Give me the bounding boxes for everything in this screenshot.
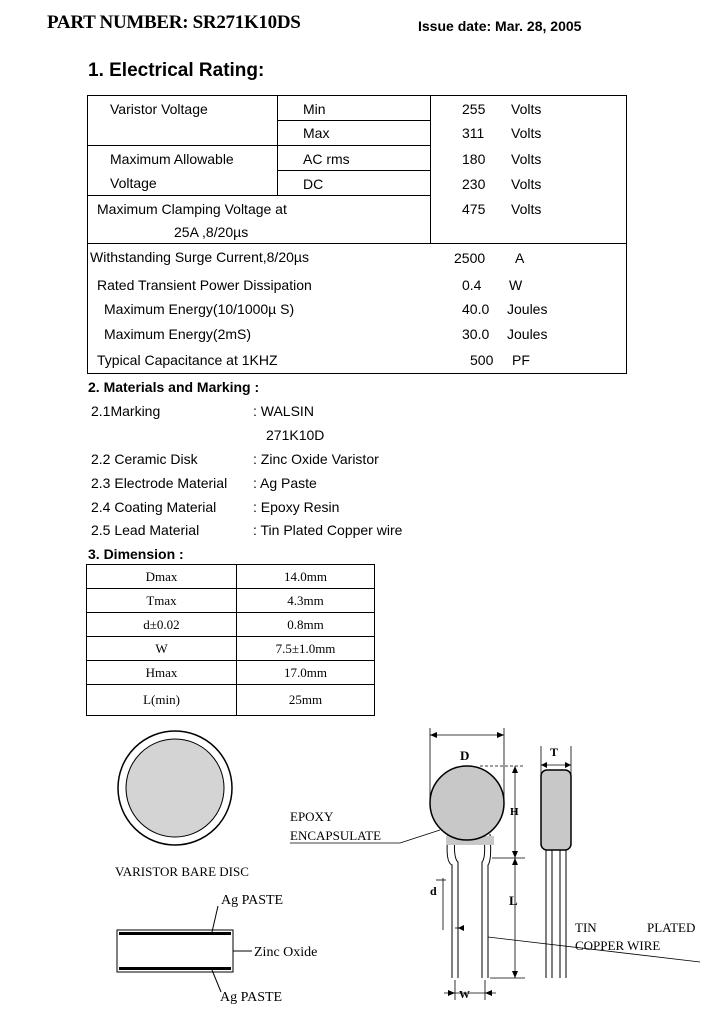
varistor-side-view [541,746,571,978]
lead-material-label: 2.5 Lead Material [91,522,200,538]
surge-unit: A [515,250,525,266]
clamping-unit: Volts [511,201,542,217]
clamping-value: 475 [462,201,486,217]
copper-wire-label: COPPER WIRE [575,938,661,953]
dim-value: 14.0mm [237,565,375,589]
dim-param: Tmax [87,589,237,613]
energy-10-1000-label: Maximum Energy(10/1000µ S) [104,301,295,317]
ac-unit: Volts [511,151,542,167]
section-dimension-title: 3. Dimension : [88,546,184,562]
part-number: PART NUMBER: SR271K10DS [47,12,301,33]
varistor-front-view [430,728,525,1000]
allowable-voltage-label: Maximum Allowable [110,151,234,167]
surge-value: 2500 [454,250,486,266]
epoxy-encapsulate-label: ENCAPSULATE [290,828,382,843]
dim-w-label: W [459,989,470,1001]
dim-value: 17.0mm [237,661,375,685]
issue-date: Issue date: Mar. 28, 2005 [418,18,582,34]
ceramic-disk-label: 2.2 Ceramic Disk [91,451,198,467]
dim-t-label: T [550,745,559,759]
ag-paste-bottom-label: Ag PASTE [220,990,283,1005]
dim-d-label: D [460,748,470,763]
ag-paste-top-label: Ag PASTE [221,893,284,908]
min-value: 255 [462,101,486,117]
dim-param: W [87,637,237,661]
max-label: Max [303,125,330,141]
clamping-voltage-label: Maximum Clamping Voltage at [97,201,287,217]
power-value: 0.4 [462,277,482,293]
dim-param: L(min) [87,685,237,716]
coating-material-value: : Epoxy Resin [253,499,340,515]
min-label: Min [303,101,326,117]
dim-l-label: L [509,893,518,908]
ceramic-disk-value: : Zinc Oxide Varistor [253,451,379,467]
min-unit: Volts [511,101,542,117]
section-electrical-rating-title: 1. Electrical Rating: [88,60,265,81]
marking-value-2: 271K10D [266,427,325,443]
energy-2ms-label: Maximum Energy(2mS) [104,326,252,342]
surge-current-label: Withstanding Surge Current,8/20µs [90,249,309,265]
max-unit: Volts [511,125,542,141]
marking-label: 2.1Marking [91,403,161,419]
dim-param: d±0.02 [87,613,237,637]
varistor-voltage-label: Varistor Voltage [110,101,208,117]
bare-disc-drawing [118,731,232,845]
ac-label: AC rms [303,151,350,167]
dc-value: 230 [462,176,486,192]
plated-label: PLATED [647,920,696,935]
dim-value: 0.8mm [237,613,375,637]
dim-param: Dmax [87,565,237,589]
electrode-material-value: : Ag Paste [253,475,317,491]
tin-label: TIN [575,920,597,935]
capacitance-unit: PF [512,352,530,368]
dim-h-label: H [510,806,519,818]
energy-10-1000-unit: Joules [507,301,548,317]
ac-value: 180 [462,151,486,167]
capacitance-value: 500 [470,352,494,368]
dim-value: 4.3mm [237,589,375,613]
max-value: 311 [462,125,485,141]
dc-unit: Volts [511,176,542,192]
dim-value: 7.5±1.0mm [237,637,375,661]
section-materials-title: 2. Materials and Marking : [88,379,260,395]
dim-small-d-label: d [430,884,437,898]
bare-disc-label: VARISTOR BARE DISC [115,864,249,879]
electrode-material-label: 2.3 Electrode Material [91,475,228,491]
clamping-voltage-condition: 25A ,8/20µs [174,224,249,240]
capacitance-label: Typical Capacitance at 1KHZ [97,352,278,368]
power-unit: W [509,277,523,293]
energy-10-1000-value: 40.0 [462,301,490,317]
dc-label: DC [303,176,324,192]
dim-param: Hmax [87,661,237,685]
marking-value: : WALSIN [253,403,314,419]
zinc-oxide-label: Zinc Oxide [254,945,318,960]
allowable-voltage-label-2: Voltage [110,175,157,191]
energy-2ms-unit: Joules [507,326,548,342]
epoxy-label: EPOXY [290,809,334,824]
dim-value: 25mm [237,685,375,716]
coating-material-label: 2.4 Coating Material [91,499,217,515]
lead-material-value: : Tin Plated Copper wire [253,522,403,538]
energy-2ms-value: 30.0 [462,326,490,342]
disc-cross-section [117,906,252,992]
power-dissipation-label: Rated Transient Power Dissipation [97,277,312,293]
